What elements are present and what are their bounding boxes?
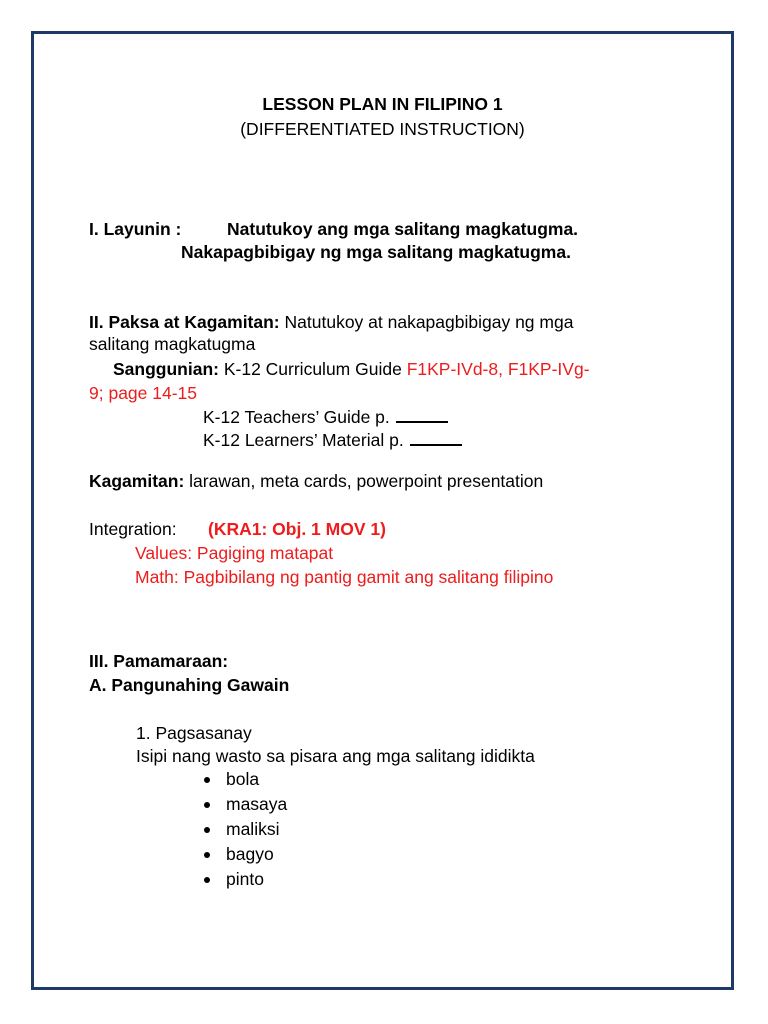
sanggunian-text: K-12 Curriculum Guide (218, 359, 407, 379)
paksa-line-1 (89, 311, 573, 333)
kagamitan-label: Kagamitan: (89, 471, 185, 491)
word-item-5: pinto (226, 869, 264, 889)
integration-math: Math: Pagbibilang ng pantig gamit ang salitang filipino (135, 567, 554, 587)
learners-material-blank (410, 430, 462, 446)
sanggunian-label: Sanggunian: (113, 359, 219, 379)
word-item-1: bola (226, 769, 260, 789)
bullet-icon (204, 802, 210, 808)
curriculum-code-1: F1KP-IVd-8, F1KP-IVg- (406, 359, 590, 379)
sanggunian-line (113, 358, 590, 380)
layunin-label: I. Layunin : (89, 219, 182, 239)
step-1-title: 1. Pagsasanay (136, 723, 252, 743)
bullet-icon (204, 827, 210, 833)
curriculum-code-2: 9; page 14-15 (89, 383, 198, 403)
integration-label: Integration: (89, 519, 177, 539)
kagamitan-text: larawan, meta cards, powerpoint presentation (184, 471, 544, 491)
paksa-text-2: salitang magkatugma (89, 334, 256, 354)
teachers-guide-text: K-12 Teachers’ Guide p. (203, 407, 390, 427)
lesson-plan-subtitle: (DIFFERENTIATED INSTRUCTION) (240, 119, 525, 139)
layunin-objective-1: Natutukoy ang mga salitang magkatugma. (227, 219, 579, 239)
paksa-label: II. Paksa at Kagamitan: (89, 312, 280, 332)
bullet-icon (204, 877, 210, 883)
kagamitan-line (89, 470, 543, 492)
section-a-heading: A. Pangunahing Gawain (89, 675, 290, 695)
word-item-3: maliksi (226, 819, 280, 839)
page-border (31, 31, 734, 990)
layunin-objective-2: Nakapagbibigay ng mga salitang magkatugma. (181, 242, 571, 262)
word-item-4: bagyo (226, 844, 274, 864)
paksa-text-1: Natutukoy at nakapagbibigay ng mga (279, 312, 574, 332)
step-1-instruction: Isipi nang wasto sa pisara ang mga salitang ididikta (136, 746, 535, 766)
bullet-icon (204, 852, 210, 858)
teachers-guide-blank (396, 407, 448, 423)
bullet-icon (204, 777, 210, 783)
integration-values: Values: Pagiging matapat (135, 543, 334, 563)
pamamaraan-label: III. Pamamaraan: (89, 651, 229, 671)
learners-material-line (203, 429, 462, 451)
teachers-guide-line (203, 406, 448, 428)
word-item-2: masaya (226, 794, 288, 814)
lesson-plan-title: LESSON PLAN IN FILIPINO 1 (262, 94, 503, 114)
integration-kra: (KRA1: Obj. 1 MOV 1) (208, 519, 386, 539)
learners-material-text: K-12 Learners’ Material p. (203, 430, 404, 450)
